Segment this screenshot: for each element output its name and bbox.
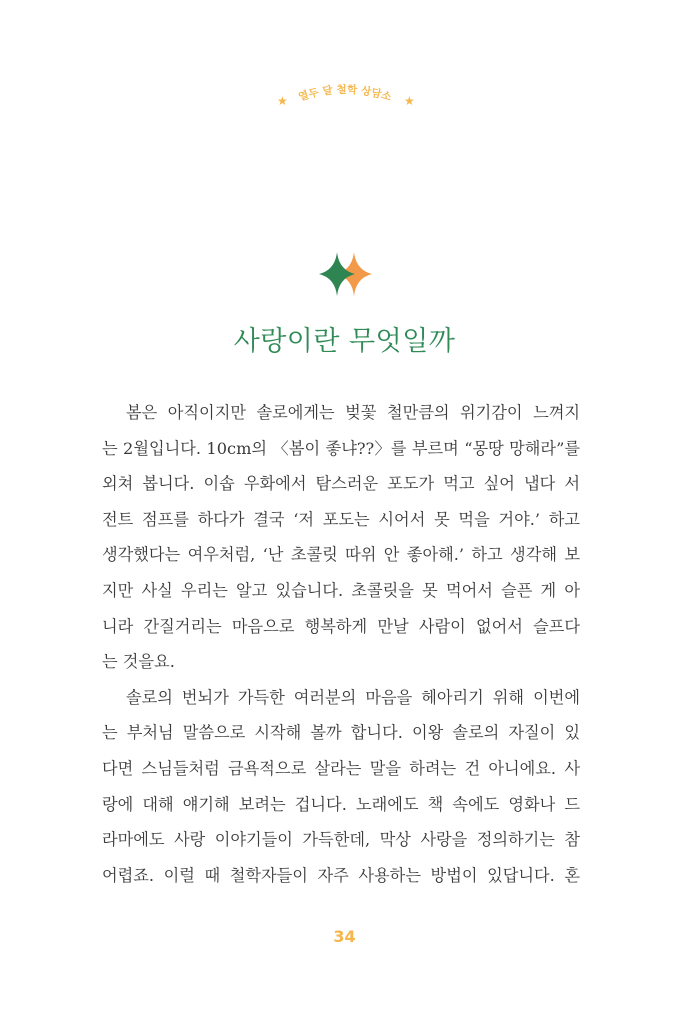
green-sparkle-icon: [319, 252, 355, 296]
text-line: 생각했다는 여우처럼, ‘난 초콜릿 따위 안 좋아해.’ 하고 생각해 보: [102, 545, 580, 565]
text-line: 전트 점프를 하다가 결국 ‘저 포도는 시어서 못 먹을 거야.’ 하고: [102, 509, 580, 529]
text-line: 봄은 아직이지만 솔로에게는 벚꽃 철만큼의 위기감이 느껴지: [126, 403, 580, 422]
running-header-title: 열두 달 철학 상담소: [296, 83, 393, 104]
text-line: 라마에도 사랑 이야기들이 가득한데, 막상 사랑을 정의하기는 참: [102, 830, 580, 850]
running-header: [0, 74, 689, 114]
text-line: 다면 스님들처럼 금욕적으로 살라는 말을 하려는 건 아니에요. 사: [102, 758, 580, 778]
text-line: 지만 사실 우리는 알고 있습니다. 초콜릿을 못 먹어서 슬픈 게 아: [102, 580, 580, 600]
text-line: 니라 간질거리는 마음으로 행복하게 만날 사람이 없어서 슬프다: [102, 616, 580, 636]
page-number: 34: [333, 927, 356, 946]
text-line: 어렵죠. 이럴 때 철학자들이 자주 사용하는 방법이 있답니다. 혼: [102, 865, 580, 885]
body-text: [102, 395, 580, 893]
chapter-title: 사랑이란 무엇일까: [233, 326, 456, 357]
paragraph-1: [102, 395, 580, 680]
running-header-arc: [265, 74, 425, 114]
paragraph-2: [102, 680, 580, 894]
text-line: 는 2월입니다. 10cm의 〈봄이 좋냐??〉를 부르며 “몽땅 망해라”를: [102, 438, 580, 458]
chapter-ornament: [0, 250, 689, 298]
star-left-icon: ★: [276, 94, 288, 108]
text-line: 는 부처님 말씀으로 시작해 볼까 합니다. 이왕 솔로의 자질이 있: [102, 723, 580, 743]
text-line: 솔로의 번뇌가 가득한 여러분의 마음을 헤아리기 위해 이번에: [126, 687, 580, 707]
text-line: 외쳐 봅니다. 이솝 우화에서 탐스러운 포도가 먹고 싶어 냅다 서: [102, 474, 580, 494]
star-right-icon: ★: [403, 94, 415, 108]
text-line: 는 것을요.: [102, 652, 175, 672]
text-line: 랑에 대해 얘기해 보려는 겁니다. 노래에도 책 속에도 영화나 드: [102, 794, 580, 814]
four-point-sparkles-icon: [310, 250, 380, 298]
